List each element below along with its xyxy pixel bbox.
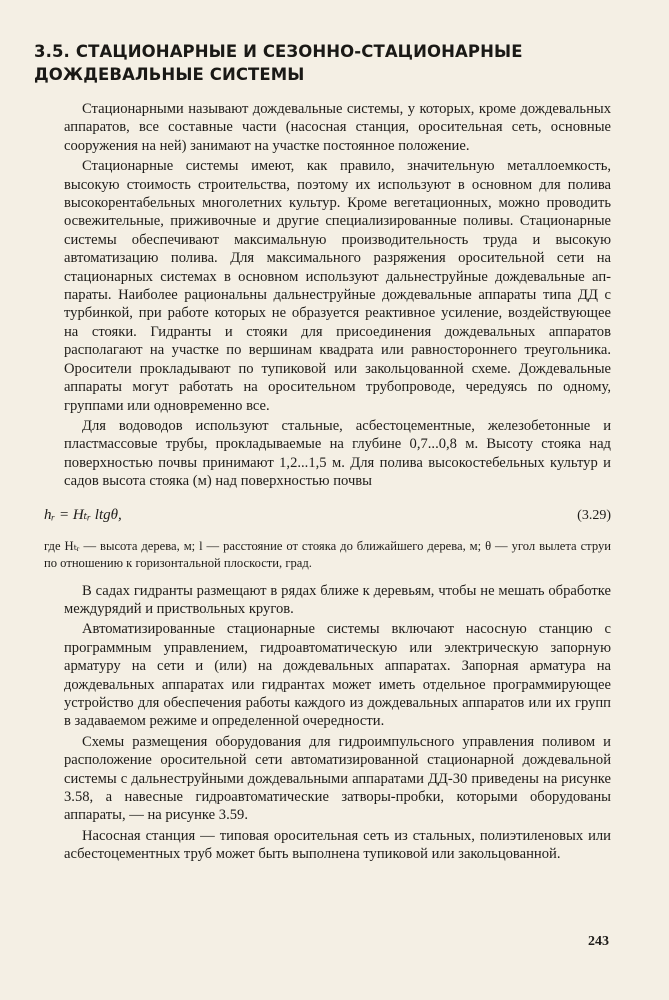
section-number: 3.5. (34, 42, 70, 61)
paragraph: Насосная станция — типовая оросительная сеть из стальных, полиэтиленовых или асбестоцементных труб может быть выполнена тупиковой или закольцованной. (64, 827, 611, 863)
formula-expression: hᵣ = Hₜᵣ ltgθ, (44, 506, 122, 523)
paragraph: Для водоводов используют стальные, асбестоцементные, железобетонные и пластмассовые трубы, прокладываемые на глубине 0,7...0,8 м. Высоту стояка над поверхностью почвы принимают 1,2...1,5 м. Для полива высокостебельных культур и садов высота стояка (м) над поверхностью почвы (64, 417, 611, 490)
formula-number: (3.29) (577, 507, 611, 523)
formula-block (44, 505, 611, 524)
page-number: 243 (588, 934, 609, 949)
paragraph: Автоматизированные стационарные системы включают насосную станцию с программным управлением, гидроавтоматическую или электрическую запорную арматуру на сети и (или) на дождевальных аппаратах. Запорная арматура на дождевальных аппаратах или гидрантах может иметь отдельное программирующее устройство для обеспечения работы каждого из дождевальных аппаратов или их групп в задаваемом режиме и определенной очередности. (64, 621, 611, 730)
paragraph: Схемы размещения оборудования для гидроимпульсного управления поливом и расположение оросительной сети автоматизированной стационарной дождевальной системы с дальнеструйными дождевальными аппаратами ДД-30 приведены на рисунке 3.58, а навесные гидроавтоматические затворы-пробки, которыми оборудованы аппараты, — на рисунке 3.59. (64, 733, 611, 824)
paragraph: Стационарные системы имеют, как правило, значительную металлоемкость, высокую стоимость строительства, поэтому их используют в основном для полива высокорентабельных многолетних культур. Кроме вегетационных, можно проводить освежительные, приживочные и другие специализированные поливы. Стационарные системы обеспечивают максимальную производительность труда и высокую автоматизацию полива. Для максимального разряжения оросительной сети на стационарных системах в основном используют дальнеструйные дождевальные аппараты. Наиболее рациональны дальнеструйные дождевальные аппараты типа ДД с турбинкой, при работе которых не образуется реактивное усиление, воздействующее на стояки. Гидранты и стояки для присоединения дождевальных аппаратов располагают на участке по вершинам квадрата или равностороннего треугольника. Оросители прокладывают по тупиковой или закольцованной схеме. Дождевальные аппараты могут работать на оросительном трубопроводе, чередуясь по одному, группами или одновременно все. (64, 158, 611, 414)
paragraph: Стационарными называют дождевальные системы, у которых, кроме дождевальных аппаратов, все составные части (насосная станция, оросительная сеть, основные сооружения на ней) занимают на участке постоянное положение. (64, 101, 611, 154)
section-title: СТАЦИОНАРНЫЕ И СЕЗОННО-СТАЦИОНАРНЫЕ ДОЖДЕВАЛЬНЫЕ СИСТЕМЫ (34, 42, 523, 84)
section-heading (34, 40, 611, 86)
formula-legend: где Hₜᵣ — высота дерева, м; l — расстояние от стояка до ближайшего дерева, м; θ — угол вылета струи по отношению к горизонтальной плоскости, град. (44, 538, 611, 570)
paragraph: В садах гидранты размещают в рядах ближе к деревьям, чтобы не мешать обработке междурядий и приствольных кругов. (64, 582, 611, 617)
